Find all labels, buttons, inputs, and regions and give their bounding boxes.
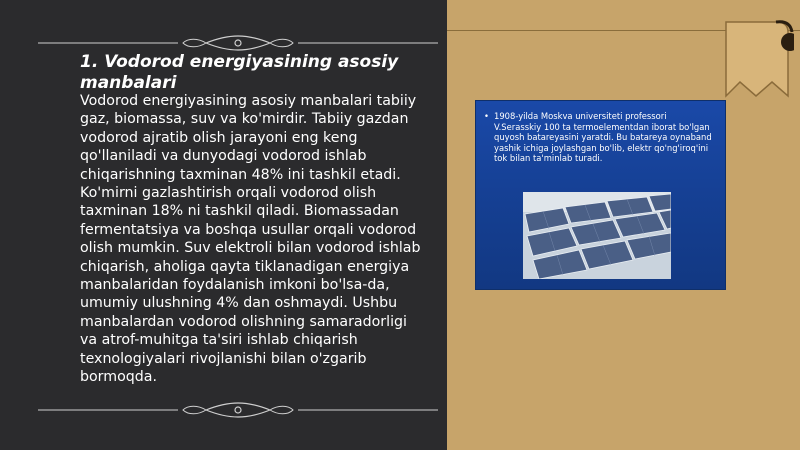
- inset-bullet-list: [484, 111, 714, 164]
- slide-title: 1. Vodorod energiyasining asosiy manbalari: [80, 52, 399, 93]
- slide-body-text: Vodorod energiyasining asosiy manbalari tabiiy gaz, biomassa, suv va ko'mirdir. Tabiiy gazdan vodorod ajratib olish jarayoni eng keng qo'llaniladi va dunyodagi vodorod ishlab chiqarishning taxminan 48% ini tashkil etadi. Ko'mirni gazlashtirish orqali vodorod olish taxminan 18% ni tashkil qiladi. Biomassadan fermentatsiya va boshqa usullar orqali vodorod olish mumkin. Suv elektroli bilan vodorod ishlab chiqarish, aholiga qayta tiklanadigan energiya manbalaridan foydalanish imkoni bo'lsa-da, umumiy ulushning 4% dan oshmaydi. Ushbu manbalardan vodorod olishning samaradorligi va atrof-muhitga ta'siri ishlab chiqarish texnologiyalari rivojlanishi bilan o'zgarib bormoqda.: [80, 93, 421, 386]
- bullet-icon: •: [484, 111, 489, 121]
- inset-bullet-item: [484, 111, 714, 164]
- inset-bullet-text: 1908-yilda Moskva universiteti professori V.Serasskiy 100 ta termoelementdan iborat bo'lgan quyosh batareyasini yaratdi. Bu batareya oynaband yashik ichiga joylashgan bo'lib, elektr qo'ng'iroq'ini tok bilan ta'minlab turadi.: [494, 111, 712, 164]
- ribbon-bookmark-icon: [720, 18, 794, 102]
- top-ornament-divider: [38, 33, 438, 53]
- solar-panel-photo: [523, 192, 671, 279]
- inset-image-card: [475, 100, 726, 290]
- bottom-ornament-divider: [38, 400, 438, 420]
